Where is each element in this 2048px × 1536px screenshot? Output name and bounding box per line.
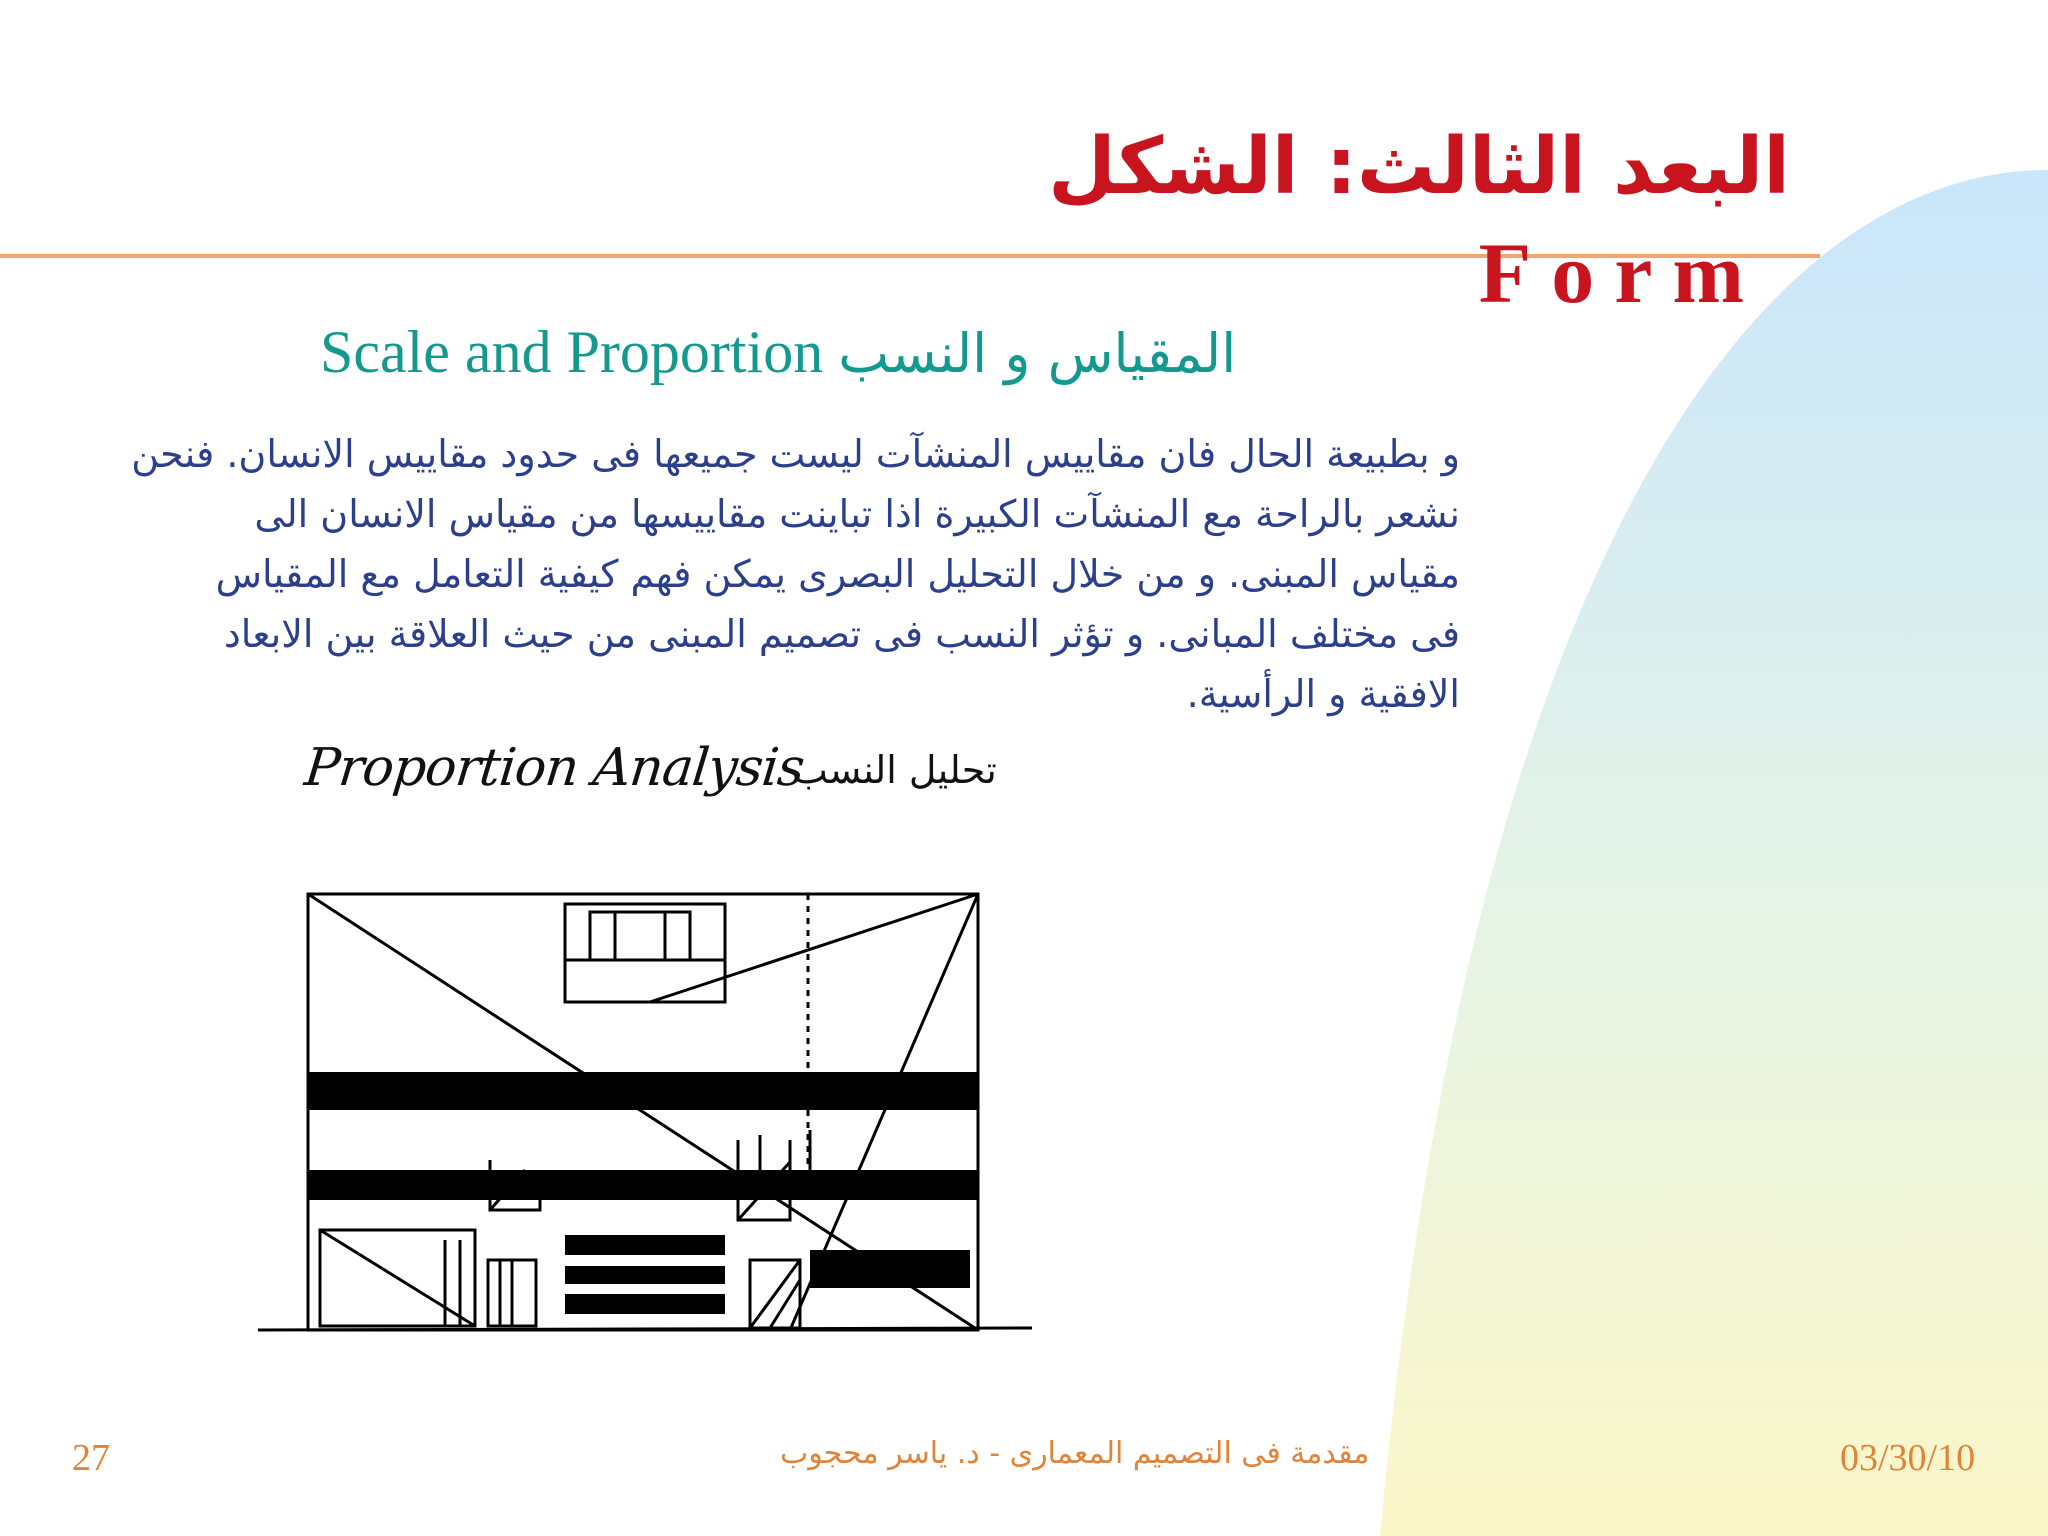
slide-title-english: Form <box>1478 225 1764 321</box>
body-line: فى مختلف المبانى. و تؤثر النسب فى تصميم المبنى من حيث العلاقة بين الابعاد <box>223 612 1460 656</box>
body-line: نشعر بالراحة مع المنشآت الكبيرة اذا تباينت مقاييسها من مقياس الانسان الى <box>254 492 1460 536</box>
body-paragraph <box>86 424 1460 724</box>
proportion-analysis-sketch <box>250 880 1040 1340</box>
page-number: 27 <box>72 1437 110 1479</box>
subtitle-arabic: المقياس و النسب <box>838 322 1237 385</box>
figure-label-english: Proportion Analysis <box>301 738 807 798</box>
body-line: مقياس المبنى. و من خلال التحليل البصرى يمكن فهم كيفية التعامل مع المقياس <box>215 552 1460 596</box>
slide-title-arabic: البعد الثالث: الشكل <box>1048 122 1790 212</box>
body-line: و بطبيعة الحال فان مقاييس المنشآت ليست جميعها فى حدود مقاييس الانسان. فنحن <box>131 432 1460 476</box>
footer-credit: مقدمة فى التصميم المعمارى - د. ياسر محجوب <box>780 1436 1370 1471</box>
figure-label-arabic: تحليل النسب <box>792 748 997 792</box>
footer-date: 03/30/10 <box>1840 1437 1976 1479</box>
slide-subtitle <box>320 319 1237 385</box>
subtitle-english: Scale and Proportion <box>320 319 824 385</box>
body-line: الافقية و الرأسية. <box>1186 672 1460 716</box>
